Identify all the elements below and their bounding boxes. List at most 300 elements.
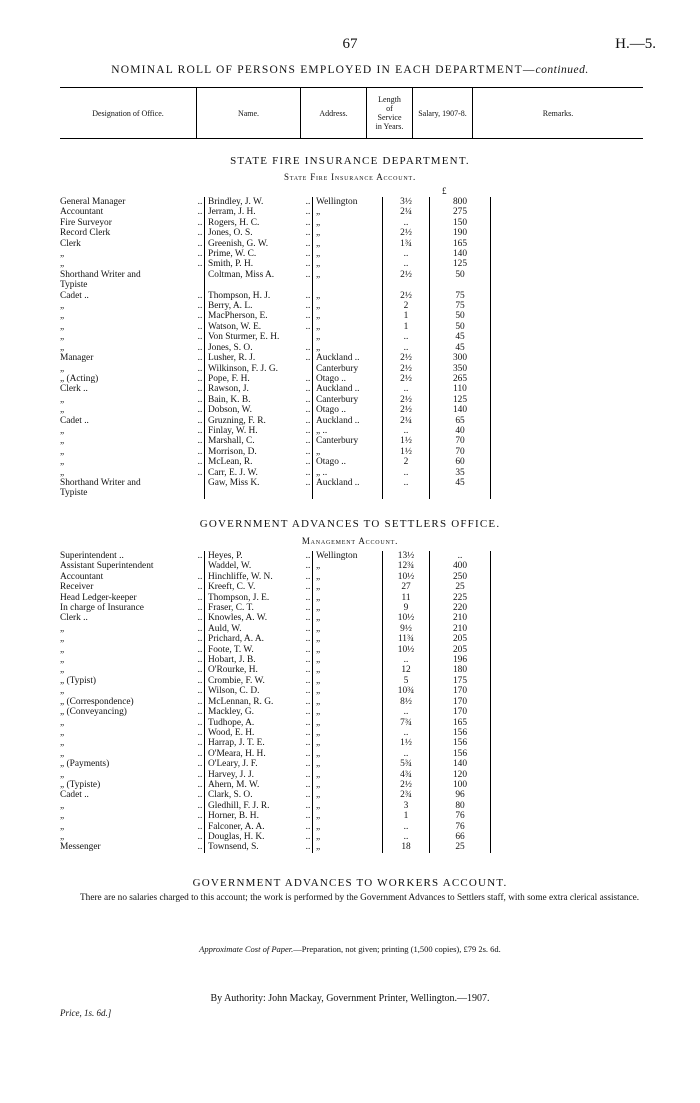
cell-name: O'Meara, H. H. [208, 748, 266, 759]
cell-salary: 125 [430, 395, 491, 405]
cell-designation: „ [60, 769, 65, 780]
cell-service: 9 [383, 603, 430, 613]
cell-salary: 170 [430, 697, 491, 707]
title-continued: continued. [535, 64, 589, 76]
cell-designation: „ [60, 342, 65, 353]
cell-designation: Typiste [60, 280, 88, 291]
cell-name: Thompson, J. E. [208, 592, 270, 603]
cell-designation: Manager [60, 353, 94, 364]
cell-designation: „ [60, 467, 65, 478]
cell-designation: „ [60, 738, 65, 749]
cell-leader: .. [304, 301, 313, 311]
cell-leader: .. [304, 259, 313, 269]
cell-salary: 275 [430, 207, 491, 217]
cell-leader: .. [196, 603, 205, 613]
cell-address: „ [313, 738, 383, 748]
cell-leader: .. [196, 811, 205, 821]
cell-name: Bain, K. B. [208, 394, 251, 405]
cell-service: 2½ [383, 364, 430, 374]
cell-designation: Clerk .. [60, 384, 88, 395]
cell-service: 2 [383, 457, 430, 467]
table-row [60, 655, 491, 665]
cell-leader: .. [304, 291, 313, 301]
cell-service: 2 [383, 301, 430, 311]
header-designation: Designation of Office. [92, 108, 164, 118]
cell-name [205, 488, 305, 498]
table-row [60, 270, 491, 280]
header-service-line1: Length [378, 95, 401, 104]
cell-service: 2½ [383, 270, 430, 280]
cell-service: 4¾ [383, 770, 430, 780]
table-row [60, 374, 491, 384]
cell-leader: .. [304, 790, 313, 800]
cell-designation: „ [60, 425, 65, 436]
document-reference: H.—5. [615, 36, 656, 52]
cell-salary: 40 [430, 426, 491, 436]
cell-leader: .. [196, 645, 205, 655]
cell-address: Canterbury [313, 436, 383, 446]
cell-designation: Shorthand Writer and [60, 477, 141, 488]
cell-leader [196, 270, 205, 280]
table-row [60, 364, 491, 374]
cell-address: „ [313, 728, 383, 738]
cell-designation: „ [60, 332, 65, 343]
cell-salary: 45 [430, 343, 491, 353]
cell-salary: 100 [430, 780, 491, 790]
cell-designation: „ [60, 800, 65, 811]
table-row [60, 759, 491, 769]
cell-designation: „ [60, 831, 65, 842]
cell-service: .. [383, 343, 430, 353]
column-header [60, 87, 643, 139]
cell-address: Canterbury [313, 364, 383, 374]
table-row [60, 697, 491, 707]
cell-designation: Superintendent .. [60, 551, 124, 561]
cell-name: Wood, E. H. [208, 727, 255, 738]
cell-salary: 300 [430, 353, 491, 363]
cell-service: 13½ [383, 551, 430, 561]
cell-leader: .. [304, 426, 313, 436]
cell-service: .. [383, 384, 430, 394]
cell-leader: .. [196, 686, 205, 696]
cell-name: Rawson, J. [208, 384, 249, 395]
cell-designation: „ [60, 748, 65, 759]
cell-leader [196, 561, 205, 571]
cell-salary: 190 [430, 228, 491, 238]
table-row [60, 593, 491, 603]
cell-leader: .. [196, 593, 205, 603]
table-row [60, 436, 491, 446]
cell-designation: „ [60, 363, 65, 374]
cell-salary: 156 [430, 749, 491, 759]
cell-address: „ [313, 603, 383, 613]
table-row [60, 457, 491, 467]
table-row [60, 322, 491, 332]
cell-salary: 180 [430, 665, 491, 675]
cell-salary: 110 [430, 384, 491, 394]
cell-service: .. [383, 655, 430, 665]
cell-name: Townsend, S. [208, 842, 259, 853]
cell-leader: .. [196, 655, 205, 665]
cell-designation: „ [60, 436, 65, 447]
cell-leader: .. [196, 665, 205, 675]
cell-name: Waddel, W. [208, 561, 252, 572]
cell-service: 1 [383, 322, 430, 332]
cell-service [383, 488, 430, 498]
cell-salary: 120 [430, 770, 491, 780]
table-row [60, 561, 491, 571]
cell-address: „ [313, 249, 383, 259]
cell-designation: Accountant [60, 207, 104, 218]
cell-address: „ [313, 572, 383, 582]
cell-service: 2½ [383, 291, 430, 301]
cell-designation: „ (Correspondence) [60, 696, 134, 707]
cell-leader: .. [196, 436, 205, 446]
cell-salary: 25 [430, 582, 491, 592]
table-row [60, 332, 491, 342]
cell-name: Jones, O. S. [208, 228, 253, 239]
table-row [60, 228, 491, 238]
cell-designation: Messenger [60, 842, 101, 853]
cell-leader: .. [304, 239, 313, 249]
cell-service: .. [383, 468, 430, 478]
cell-name: Pope, F. H. [208, 373, 250, 384]
cell-address: „ [313, 343, 383, 353]
table-row [60, 634, 491, 644]
cell-service: 2½ [383, 395, 430, 405]
cell-designation: Head Ledger-keeper [60, 592, 137, 603]
cell-service: 1 [383, 811, 430, 821]
cell-leader: .. [196, 790, 205, 800]
cell-leader: .. [304, 197, 313, 207]
table-row [60, 488, 491, 498]
cell-leader [196, 280, 205, 290]
cell-leader: .. [304, 624, 313, 634]
cell-address: „ [313, 259, 383, 269]
header-name: Name. [196, 88, 300, 138]
cell-name: Prime, W. C. [208, 249, 257, 260]
cell-salary: 150 [430, 218, 491, 228]
cell-leader: .. [304, 749, 313, 759]
cell-service: 2½ [383, 405, 430, 415]
cell-salary: 45 [430, 332, 491, 342]
table-row [60, 770, 491, 780]
table-row [60, 405, 491, 415]
table-row [60, 468, 491, 478]
cell-address [313, 488, 383, 498]
cell-leader: .. [304, 759, 313, 769]
cell-leader: .. [304, 780, 313, 790]
cell-leader: .. [304, 311, 313, 321]
cell-address: „ [313, 770, 383, 780]
table-row [60, 842, 491, 852]
table-row [60, 801, 491, 811]
cell-address: „ [313, 707, 383, 717]
table-row [60, 197, 491, 207]
cell-salary: 140 [430, 405, 491, 415]
cell-leader: .. [304, 811, 313, 821]
cell-address: „ [313, 291, 383, 301]
cell-address: „ [313, 697, 383, 707]
table-row [60, 280, 491, 290]
cell-service: 2½ [383, 780, 430, 790]
cell-leader: .. [196, 801, 205, 811]
cell-salary: 45 [430, 478, 491, 488]
cell-service: 10½ [383, 645, 430, 655]
cell-salary: 70 [430, 447, 491, 457]
cell-salary [430, 280, 491, 290]
cell-service: 2½ [383, 228, 430, 238]
table-row [60, 416, 491, 426]
cell-leader: .. [304, 572, 313, 582]
page-number: 67 [342, 36, 358, 52]
cell-name: Watson, W. E. [208, 321, 262, 332]
cell-salary: 76 [430, 822, 491, 832]
cell-leader: .. [196, 426, 205, 436]
cell-address: Auckland .. [313, 384, 383, 394]
cell-name: Thompson, H. J. [208, 290, 271, 301]
cell-leader: .. [304, 842, 313, 852]
cell-designation: „ [60, 405, 65, 416]
cell-salary: 210 [430, 613, 491, 623]
cell-service: .. [383, 822, 430, 832]
cell-leader: .. [196, 759, 205, 769]
cell-leader: .. [304, 697, 313, 707]
cell-leader: .. [196, 322, 205, 332]
cell-leader: .. [304, 551, 313, 561]
cell-leader [196, 488, 205, 498]
cell-salary: 205 [430, 634, 491, 644]
table-row [60, 718, 491, 728]
cell-leader: .. [196, 738, 205, 748]
cell-leader: .. [304, 395, 313, 405]
cell-salary: 250 [430, 572, 491, 582]
cell-leader: .. [304, 634, 313, 644]
cell-salary: 66 [430, 832, 491, 842]
cell-leader: .. [304, 207, 313, 217]
cell-name: Finlay, W. H. [208, 425, 258, 436]
cell-leader: .. [304, 676, 313, 686]
header-address: Address. [300, 88, 366, 138]
cell-leader: .. [196, 311, 205, 321]
cell-salary: 165 [430, 239, 491, 249]
cell-name: McLennan, R. G. [208, 696, 274, 707]
cell-name: Hinchliffe, W. N. [208, 571, 273, 582]
cell-salary: 196 [430, 655, 491, 665]
cell-leader: .. [196, 707, 205, 717]
cell-address: „ [313, 665, 383, 675]
cell-leader: .. [196, 384, 205, 394]
cell-address [313, 280, 383, 290]
cell-salary: 165 [430, 718, 491, 728]
cell-salary: 60 [430, 457, 491, 467]
header-remarks: Remarks. [472, 88, 643, 138]
cell-name: Rogers, H. C. [208, 217, 260, 228]
cell-leader: .. [196, 332, 205, 342]
cell-designation: Clerk .. [60, 613, 88, 624]
cell-leader: .. [196, 343, 205, 353]
cell-address: „ [313, 645, 383, 655]
cell-salary: 80 [430, 801, 491, 811]
cell-name: Douglas, H. K. [208, 831, 265, 842]
cell-salary: 70 [430, 436, 491, 446]
cell-service [383, 280, 430, 290]
cell-service: .. [383, 259, 430, 269]
cell-service: 1½ [383, 447, 430, 457]
cell-leader: .. [196, 842, 205, 852]
cell-salary: 50 [430, 311, 491, 321]
cell-name: Heyes, P. [208, 551, 243, 561]
cell-designation: „ (Typist) [60, 675, 97, 686]
cell-name: Berry, A. L. [208, 301, 253, 312]
cell-service: .. [383, 218, 430, 228]
cell-service: 2½ [383, 353, 430, 363]
cell-leader: .. [196, 447, 205, 457]
cell-address: „ [313, 801, 383, 811]
cell-name [205, 280, 305, 290]
cell-designation: „ [60, 644, 65, 655]
cell-name: Wilson, C. D. [208, 686, 260, 697]
cell-address: „ [313, 322, 383, 332]
cell-designation: „ [60, 394, 65, 405]
cell-designation: Record Clerk [60, 228, 111, 239]
cell-designation: „ (Payments) [60, 759, 110, 770]
cell-address: „ [313, 790, 383, 800]
cell-service: 2¼ [383, 416, 430, 426]
cell-leader: .. [196, 832, 205, 842]
cell-name: Greenish, G. W. [208, 238, 269, 249]
cell-service: 3 [383, 801, 430, 811]
cell-service: .. [383, 728, 430, 738]
cell-leader: .. [304, 374, 313, 384]
cell-leader: .. [304, 801, 313, 811]
cell-address: „ [313, 686, 383, 696]
cell-address: „ [313, 239, 383, 249]
cell-designation: Accountant [60, 571, 104, 582]
cell-name: Clark, S. O. [208, 790, 253, 801]
cell-leader: .. [304, 270, 313, 280]
cell-salary: 35 [430, 468, 491, 478]
cell-designation: Shorthand Writer and [60, 269, 141, 280]
cell-service: 11 [383, 593, 430, 603]
cell-designation: „ [60, 311, 65, 322]
cell-leader: .. [196, 634, 205, 644]
cell-leader: .. [304, 249, 313, 259]
header-service [366, 88, 412, 138]
cell-name: O'Rourke, H. [208, 665, 258, 676]
table-row [60, 426, 491, 436]
cell-leader: .. [304, 322, 313, 332]
cell-leader: .. [196, 374, 205, 384]
cell-designation: „ [60, 446, 65, 457]
cell-address: „ .. [313, 426, 383, 436]
cell-service: .. [383, 478, 430, 488]
cell-designation: „ [60, 457, 65, 468]
cell-service: 11¾ [383, 634, 430, 644]
cell-address: „ [313, 207, 383, 217]
cell-leader: .. [196, 218, 205, 228]
cell-service: .. [383, 832, 430, 842]
cell-name: Tudhope, A. [208, 717, 255, 728]
cell-address: „ [313, 718, 383, 728]
table-row [60, 249, 491, 259]
cell-leader [304, 332, 313, 342]
cell-leader: .. [304, 353, 313, 363]
price: Price, 1s. 6d.] [60, 1008, 112, 1018]
cell-designation: „ [60, 811, 65, 822]
cell-leader: .. [304, 832, 313, 842]
cell-designation: „ [60, 821, 65, 832]
cell-address: „ [313, 780, 383, 790]
cell-service: .. [383, 332, 430, 342]
table-row [60, 728, 491, 738]
cell-salary: 225 [430, 593, 491, 603]
cell-address: „ [313, 676, 383, 686]
cell-service: 12¾ [383, 561, 430, 571]
table-row [60, 686, 491, 696]
section2-title: GOVERNMENT ADVANCES TO SETTLERS OFFICE. [199, 518, 501, 530]
cell-name: Prichard, A. A. [208, 634, 264, 645]
cell-designation: „ [60, 259, 65, 270]
cost-text: —Preparation, not given; printing (1,500 copies), £79 2s. 6d. [293, 944, 501, 954]
cell-name: Harvey, J. J. [208, 769, 254, 780]
cell-leader: .. [196, 395, 205, 405]
cell-name: O'Leary, J. F. [208, 759, 258, 770]
cell-name: McLean, R. [208, 457, 253, 468]
cell-salary: 800 [430, 197, 491, 207]
cell-leader: .. [304, 343, 313, 353]
cost-note [0, 944, 700, 954]
cell-leader: .. [304, 718, 313, 728]
header-service-line3: Service [377, 113, 402, 122]
header-service-line4: in Years. [375, 122, 404, 131]
cell-leader: .. [304, 593, 313, 603]
cell-address: „ [313, 593, 383, 603]
cell-leader: .. [196, 291, 205, 301]
cell-leader: .. [304, 218, 313, 228]
cell-service: 10½ [383, 572, 430, 582]
table-row [60, 239, 491, 249]
table-row [60, 395, 491, 405]
cell-name: Crombie, F. W. [208, 675, 265, 686]
cell-leader: .. [196, 749, 205, 759]
cell-salary: 25 [430, 842, 491, 852]
cell-address: „ [313, 561, 383, 571]
cell-name: Harrap, J. T. E. [208, 738, 265, 749]
cell-address: „ [313, 655, 383, 665]
table-row [60, 603, 491, 613]
cell-leader: .. [196, 780, 205, 790]
cell-name: Gruzning, F. R. [208, 415, 266, 426]
cell-service: 8½ [383, 697, 430, 707]
cell-address: Otago .. [313, 405, 383, 415]
cell-leader: .. [304, 770, 313, 780]
cell-service: 5¾ [383, 759, 430, 769]
cell-salary: 170 [430, 686, 491, 696]
cell-service: 5 [383, 676, 430, 686]
cell-leader: .. [196, 259, 205, 269]
cell-designation: „ [60, 686, 65, 697]
cell-address: „ [313, 228, 383, 238]
cell-name: Carr, E. J. W. [208, 467, 258, 478]
cell-salary: 140 [430, 759, 491, 769]
cell-address: „ .. [313, 468, 383, 478]
cell-name: Jerram, J. H. [208, 207, 256, 218]
cell-service: 10¾ [383, 686, 430, 696]
cell-name: Marshall, C. [208, 436, 255, 447]
cell-address: „ [313, 624, 383, 634]
cell-service: 2½ [383, 374, 430, 384]
